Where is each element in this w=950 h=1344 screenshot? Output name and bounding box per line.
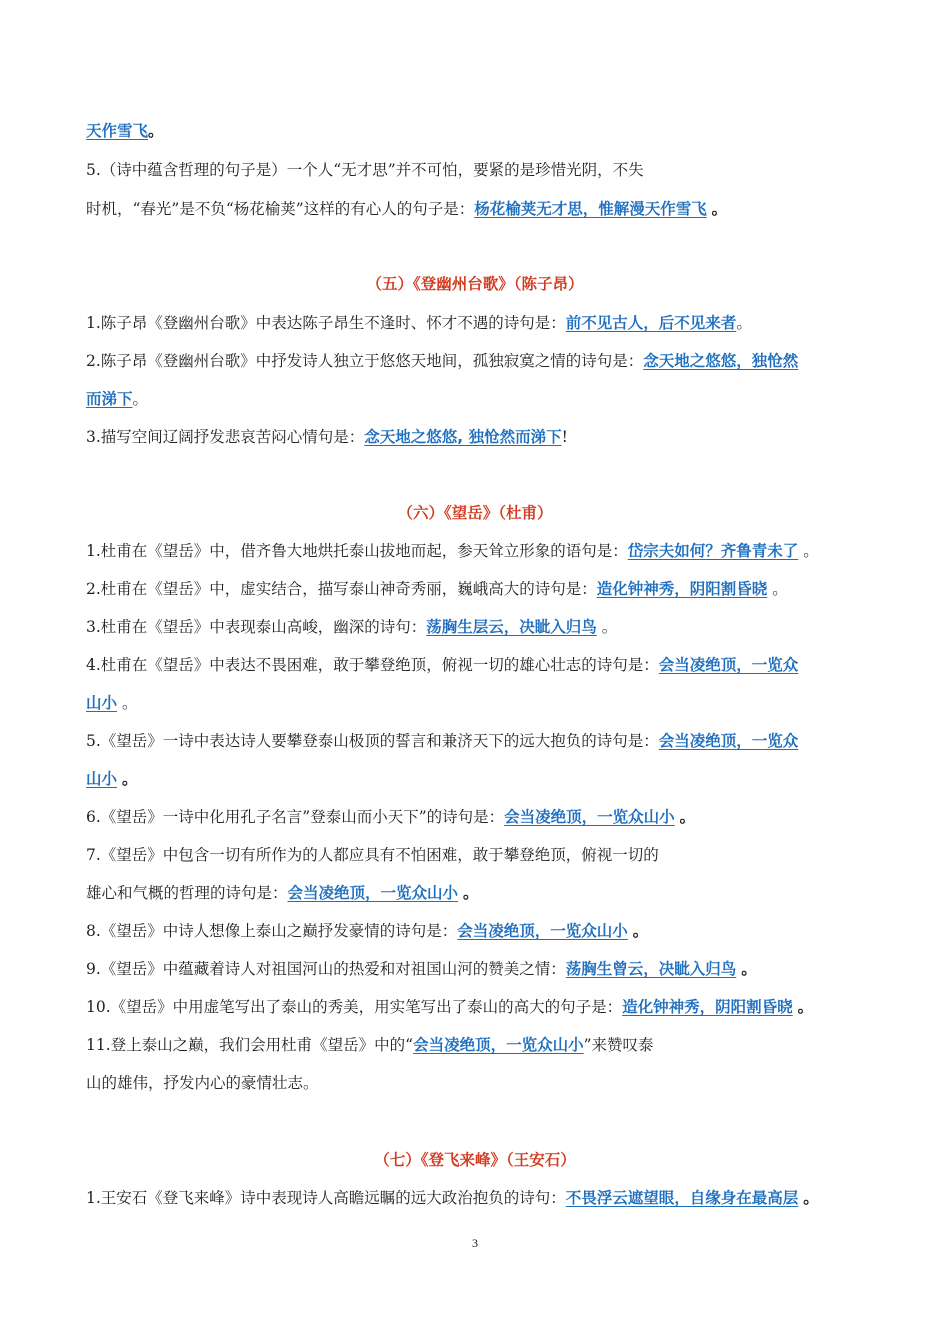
answer: 荡胸生层云，决眦入归鸟 xyxy=(426,618,597,636)
answer: 念天地之悠悠，独怆然 xyxy=(643,352,799,370)
section-heading: （六）《望岳》（杜甫） xyxy=(397,504,553,522)
text-line: 山小 。 xyxy=(86,694,138,712)
answer: 会当凌绝顶，一览众山小 xyxy=(287,884,459,902)
text-line: 天作雪飞。 xyxy=(86,121,164,140)
text-line: 山小 。 xyxy=(86,769,138,788)
text-line: 3.杜甫在《望岳》中表现泰山高峻，幽深的诗句：荡胸生层云，决眦入归鸟 。 xyxy=(86,618,618,636)
text-line: 9.《望岳》中蕴藏着诗人对祖国河山的热爱和对祖国山河的赞美之情：荡胸生曾云，决眦入归鸟 。 xyxy=(86,959,757,978)
text-line: 1.陈子昂《登幽州台歌》中表达陈子昂生不逢时、怀才不遇的诗句是：前不见古人，后不见来者。 xyxy=(86,314,752,332)
text-line: 5.（诗中蕴含哲理的句子是）一个人“无才思”并不可怕，要紧的是珍惜光阴，不失 xyxy=(86,161,644,179)
text-line: 2.陈子昂《登幽州台歌》中抒发诗人独立于悠悠天地间，孤独寂寞之情的诗句是：念天地之悠悠，独怆然 xyxy=(86,352,799,370)
answer: 会当凌绝顶，一览众山小 xyxy=(457,922,628,940)
answer: 山小 xyxy=(86,770,118,788)
answer: 造化钟神秀，阴阳割昏晓 xyxy=(596,580,768,598)
answer: 会当凌绝顶，一览众 xyxy=(658,656,799,674)
section-heading: （七）《登飞来峰》（王安石） xyxy=(374,1151,576,1169)
text-line: 山的雄伟，抒发内心的豪情壮志。 xyxy=(86,1074,319,1092)
answer: 会当凌绝顶，一览众 xyxy=(658,732,799,750)
page-number: 3 xyxy=(472,1236,478,1250)
text-line: 而涕下。 xyxy=(86,390,149,408)
text-line: 1.王安石《登飞来峰》诗中表现诗人高瞻远瞩的远大政治抱负的诗句：不畏浮云遮望眼，自缘身在最高层 。 xyxy=(86,1188,819,1207)
section-heading: （五）《登幽州台歌》（陈子昂） xyxy=(366,275,584,293)
text-line: 11.登上泰山之巅，我们会用杜甫《望岳》中的“会当凌绝顶，一览众山小”来赞叹泰 xyxy=(86,1036,654,1054)
answer: 前不见古人，后不见来者 xyxy=(565,314,737,332)
text-line: 1.杜甫在《望岳》中，借齐鲁大地烘托泰山拔地而起，参天耸立形象的语句是：岱宗夫如何？齐鲁青未了 。 xyxy=(86,542,819,560)
text-line: 5.《望岳》一诗中表达诗人要攀登泰山极顶的誓言和兼济天下的远大抱负的诗句是：会当凌绝顶，一览众 xyxy=(86,732,799,750)
answer: 造化钟神秀，阴阳割昏晓 xyxy=(622,998,793,1016)
answer: 念天地之悠悠, 独怆然而涕下 xyxy=(364,428,562,446)
answer: 荡胸生曾云，决眦入归鸟 xyxy=(565,960,737,978)
answer: 天作雪飞 xyxy=(86,122,149,140)
text-line: 6.《望岳》一诗中化用孔子名言”登泰山而小天下”的诗句是：会当凌绝顶，一览众山小 。 xyxy=(86,807,696,826)
answer: 岱宗夫如何？齐鲁青未了 xyxy=(627,542,799,560)
text-line: 雄心和气概的哲理的诗句是：会当凌绝顶，一览众山小 。 xyxy=(86,883,479,902)
answer: 会当凌绝顶，一览众山小 xyxy=(504,808,675,826)
text-line: 时机，“春光”是不负“杨花榆荚”这样的有心人的句子是：杨花榆荚无才思，惟解漫天作雪飞 。 xyxy=(86,199,728,218)
text-line: 10.《望岳》中用虚笔写出了泰山的秀美，用实笔写出了泰山的高大的句子是：造化钟神秀，阴阳割昏晓 。 xyxy=(86,997,814,1016)
text-line: 7.《望岳》中包含一切有所作为的人都应具有不怕困难，敢于攀登绝顶，俯视一切的 xyxy=(86,846,659,864)
text-line: 8.《望岳》中诗人想像上泰山之巅抒发豪情的诗句是：会当凌绝顶，一览众山小 。 xyxy=(86,921,649,940)
answer: 山小 xyxy=(86,694,118,712)
answer: 杨花榆荚无才思，惟解漫天作雪飞 xyxy=(474,200,707,218)
answer: 而涕下 xyxy=(86,390,133,408)
text-line: 4.杜甫在《望岳》中表达不畏困难，敢于攀登绝顶，俯视一切的雄心壮志的诗句是：会当凌绝顶，一览众 xyxy=(86,656,799,674)
answer: 不畏浮云遮望眼，自缘身在最高层 xyxy=(565,1189,799,1207)
answer: 会当凌绝顶，一览众山小 xyxy=(413,1036,584,1054)
text-line: 3.描写空间辽阔抒发悲哀苦闷心情句是：念天地之悠悠, 独怆然而涕下! xyxy=(86,428,568,446)
text-line: 2.杜甫在《望岳》中，虚实结合，描写泰山神奇秀丽，巍峨高大的诗句是：造化钟神秀，阴阳割昏晓 。 xyxy=(86,580,788,598)
